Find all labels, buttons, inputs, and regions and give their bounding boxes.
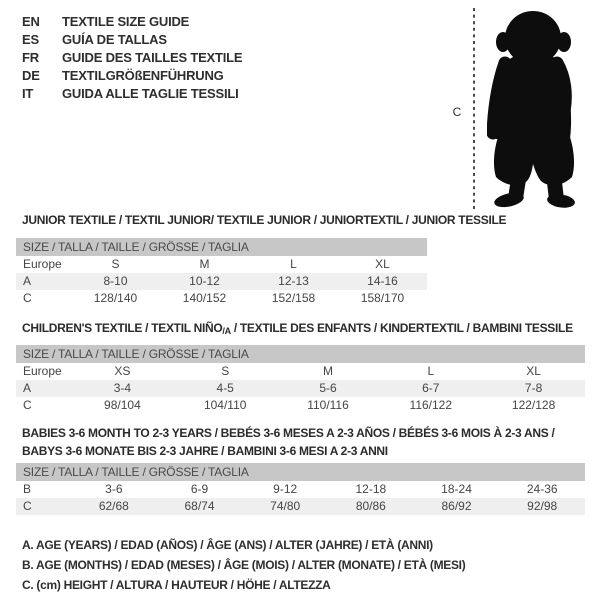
table-cell: 6-7 bbox=[422, 381, 440, 395]
language-title: TEXTILGRÖßENFÜHRUNG bbox=[62, 68, 224, 83]
table-title-segment: /A bbox=[222, 326, 231, 336]
height-measure-dotted-line bbox=[471, 8, 477, 212]
table-row bbox=[16, 498, 585, 515]
table-row bbox=[16, 273, 427, 290]
table-row bbox=[16, 256, 427, 273]
table-row bbox=[16, 397, 585, 414]
size-header-band: SIZE / TALLA / TAILLE / GRÖSSE / TAGLIA bbox=[16, 463, 585, 481]
table-row bbox=[16, 481, 585, 498]
row-label: C bbox=[23, 291, 32, 305]
language-code: IT bbox=[22, 86, 34, 101]
language-title: GUÍA DE TALLAS bbox=[62, 32, 167, 47]
table-cell: 110/116 bbox=[307, 398, 349, 412]
height-measure-label: C bbox=[452, 105, 462, 119]
table-cell: 68/74 bbox=[184, 499, 215, 513]
language-code: FR bbox=[22, 50, 39, 65]
table-cell: 24-36 bbox=[526, 482, 558, 496]
table-cell: 4-5 bbox=[216, 381, 234, 395]
size-header-band: SIZE / TALLA / TAILLE / GRÖSSE / TAGLIA bbox=[16, 238, 427, 256]
table-cell: 3-4 bbox=[113, 381, 132, 395]
table-cell: 140/152 bbox=[182, 291, 227, 305]
baby-silhouette-icon bbox=[487, 7, 587, 212]
row-label: Europe bbox=[23, 364, 62, 378]
table-cell: XL bbox=[526, 364, 541, 378]
table-cell: 18-24 bbox=[441, 482, 472, 496]
table-cell: L bbox=[427, 364, 435, 378]
language-title: GUIDA ALLE TAGLIE TESSILI bbox=[62, 86, 239, 101]
size-header-band: SIZE / TALLA / TAILLE / GRÖSSE / TAGLIA bbox=[16, 345, 585, 363]
table-cell: 62/68 bbox=[98, 499, 129, 513]
table-cell: 158/170 bbox=[360, 291, 405, 305]
table-row bbox=[16, 363, 585, 380]
table-cell: 128/140 bbox=[93, 291, 138, 305]
language-code: EN bbox=[22, 14, 40, 29]
table-title-segment: CHILDREN'S TEXTILE / TEXTIL NIÑO bbox=[22, 321, 223, 335]
table-cell: 12-18 bbox=[355, 482, 387, 496]
table-cell: 116/122 bbox=[409, 398, 453, 412]
table-cell: 152/158 bbox=[271, 291, 316, 305]
table-cell: 3-6 bbox=[105, 482, 123, 496]
language-title: TEXTILE SIZE GUIDE bbox=[62, 14, 190, 29]
language-title: GUIDE DES TAILLES TEXTILE bbox=[62, 50, 243, 65]
childrens-textile-table bbox=[16, 319, 585, 414]
row-label: B bbox=[23, 482, 32, 496]
table-cell: 14-16 bbox=[367, 274, 398, 288]
table-cell: S bbox=[221, 364, 230, 378]
language-code: ES bbox=[22, 32, 39, 47]
table-cell: 6-9 bbox=[190, 482, 209, 496]
table-title-segment: BABYS 3-6 MONATE BIS 2-3 JAHRE / BAMBINI 3-6 MESI A 2-3 ANNI bbox=[22, 444, 388, 458]
babies-textile-table bbox=[16, 424, 585, 515]
table-cell: S bbox=[111, 257, 120, 271]
row-label: Europe bbox=[23, 257, 62, 271]
table-cell: XS bbox=[114, 364, 131, 378]
table-cell: M bbox=[199, 257, 210, 271]
footnotes bbox=[22, 535, 465, 595]
table-cell: XL bbox=[375, 257, 390, 271]
table-cell: 86/92 bbox=[441, 499, 472, 513]
table-row bbox=[16, 290, 427, 307]
table-cell: 98/104 bbox=[104, 398, 141, 412]
footnote-line: C. (cm) HEIGHT / ALTURA / HAUTEUR / HÖHE / ALTEZZA bbox=[22, 578, 331, 592]
footnote-line: B. AGE (MONTHS) / EDAD (MESES) / ÂGE (MOIS) / ALTER (MONATE) / ETÀ (MESI) bbox=[22, 558, 466, 572]
table-title bbox=[22, 211, 507, 229]
table-title-segment: JUNIOR TEXTILE / TEXTIL JUNIOR/ TEXTILE JUNIOR / JUNIORTEXTIL / JUNIOR TESSILE bbox=[22, 213, 507, 227]
footnote-line: A. AGE (YEARS) / EDAD (AÑOS) / ÂGE (ANS) / ALTER (JAHRE) / ETÀ (ANNI) bbox=[22, 538, 433, 552]
table-cell: L bbox=[290, 257, 297, 271]
row-label: A bbox=[23, 381, 32, 395]
table-cell: 7-8 bbox=[524, 381, 543, 395]
language-code: DE bbox=[22, 68, 40, 83]
table-title bbox=[22, 319, 585, 340]
table-title-segment: BABIES 3-6 MONTH TO 2-3 YEARS / BEBÉS 3-6 MESES A 2-3 AÑOS / BÉBÉS 3-6 MOIS À 2-3 ANS / bbox=[22, 426, 555, 440]
table-title-segment: / TEXTILE DES ENFANTS / KINDERTEXTIL / BAMBINI TESSILE bbox=[230, 321, 573, 335]
table-cell: 80/86 bbox=[355, 499, 386, 513]
table-cell: 74/80 bbox=[270, 499, 301, 513]
table-cell: 92/98 bbox=[527, 499, 558, 513]
table-cell: 8-10 bbox=[103, 274, 128, 288]
table-cell: M bbox=[322, 364, 333, 378]
row-label: A bbox=[23, 274, 32, 288]
row-label: C bbox=[23, 398, 32, 412]
table-cell: 12-13 bbox=[278, 274, 309, 288]
table-row bbox=[16, 380, 585, 397]
row-label: C bbox=[23, 499, 32, 513]
table-cell: 10-12 bbox=[189, 274, 220, 288]
table-cell: 9-12 bbox=[273, 482, 298, 496]
table-cell: 122/128 bbox=[511, 398, 556, 412]
table-title bbox=[22, 442, 585, 460]
table-title bbox=[22, 424, 585, 442]
table-cell: 5-6 bbox=[319, 381, 337, 395]
spacer bbox=[16, 229, 427, 238]
table-cell: 104/110 bbox=[203, 398, 247, 412]
language-list bbox=[22, 13, 242, 103]
junior-textile-table bbox=[16, 211, 507, 307]
